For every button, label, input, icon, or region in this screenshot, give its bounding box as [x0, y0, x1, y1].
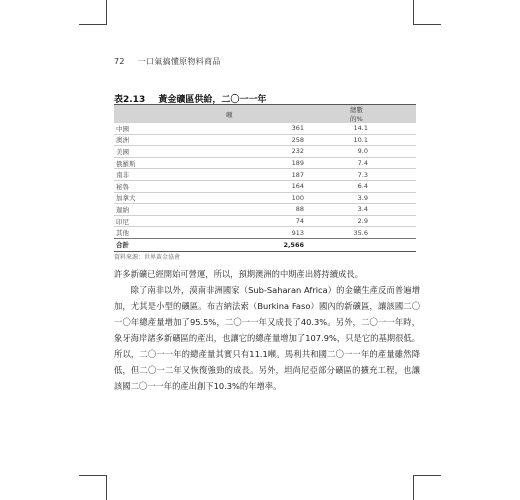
paragraph: 除了南非以外，漠南非洲國家（Sub-Saharan Africa）的金礦生產反而普遍增加，尤其是小型的礦區。布吉納法索（Burkina Faso）國內的新礦區，讓該國二〇一〇年總產量增加了95.5%，二〇一一年又成長了40.3%。另外，二〇一一年時，象牙海岸諸多新礦區的產出，也讓它的總產量增加了107.9%，只是它的基期很低。所以，二〇一一年的總產量其實只有11.1噸。馬利共和國二〇一一年的產量雖然降低，但二〇一二年又恢復強勁的成長。另外，坦尚尼亞部分礦區的擴充工程，也讓該國二〇一一年的產出創下10.3%的年增率。	[114, 285, 420, 391]
table-number: 表2.13	[114, 95, 146, 105]
body-text	[114, 266, 420, 394]
percent-cell: 14.1	[353, 124, 368, 133]
total-percent-cell	[350, 238, 416, 251]
crop-mark	[106, 0, 107, 24]
region-cell: 迦納	[116, 205, 129, 214]
tons-cell: 74	[295, 217, 304, 226]
percent-cell: 10.1	[353, 135, 368, 144]
table-source-note: 資料來源：世界黃金協會	[114, 254, 181, 261]
tons-cell: 187	[291, 170, 304, 179]
total-label-cell: 合計	[116, 241, 129, 250]
crop-mark	[106, 476, 107, 500]
percent-cell: 35.6	[353, 228, 368, 237]
gold-supply-table	[114, 104, 416, 252]
column-header	[114, 105, 226, 124]
region-cell: 俄羅斯	[116, 159, 136, 168]
percent-cell: 3.4	[357, 205, 368, 214]
region-cell: 加拿大	[116, 194, 136, 203]
running-title: 一口氣搞懂原物料商品	[137, 57, 221, 66]
crop-mark	[413, 476, 414, 500]
paragraph: 許多新礦已經開始可營運，所以，預期澳洲的中期產出將持續成長。	[114, 269, 363, 279]
percent-cell: 7.3	[357, 170, 368, 179]
table-row	[114, 134, 416, 146]
region-cell: 秘魯	[116, 182, 129, 191]
crop-mark	[413, 475, 441, 476]
percent-cell: 9.0	[357, 147, 368, 156]
region-cell: 中國	[116, 124, 129, 133]
region-cell: 澳洲	[116, 136, 129, 145]
tons-cell: 232	[291, 147, 304, 156]
page-number: 72	[114, 57, 125, 66]
table-row	[114, 192, 416, 204]
region-cell: 美國	[116, 147, 129, 156]
table-row	[114, 180, 416, 192]
table-row	[114, 204, 416, 216]
tons-cell: 100	[291, 193, 304, 202]
tons-cell: 258	[291, 135, 304, 144]
table-total-row	[114, 238, 416, 251]
region-cell: 南非	[116, 171, 129, 180]
tons-cell: 164	[291, 182, 304, 191]
table-row	[114, 157, 416, 169]
table-caption: 黃金礦區供給，二〇一一年	[158, 95, 267, 105]
percent-cell: 3.9	[357, 193, 368, 202]
table-row	[114, 169, 416, 181]
percent-cell: 6.4	[357, 182, 368, 191]
tons-cell: 913	[291, 228, 304, 237]
table-row	[114, 227, 416, 239]
region-cell: 其他	[116, 229, 129, 238]
running-header	[114, 56, 221, 67]
table-header-row	[114, 105, 416, 124]
table-row	[114, 215, 416, 227]
table-row	[114, 146, 416, 158]
region-cell: 印尼	[116, 217, 129, 226]
table-row	[114, 123, 416, 134]
percent-cell: 2.9	[357, 217, 368, 226]
tons-cell: 189	[291, 159, 304, 168]
total-tons-cell: 2,566	[283, 240, 304, 249]
crop-mark	[413, 0, 414, 24]
crop-mark	[79, 24, 107, 25]
crop-mark	[79, 475, 107, 476]
tons-cell: 361	[291, 124, 304, 133]
column-header: 噸	[226, 105, 350, 124]
tons-cell: 88	[295, 205, 304, 214]
column-header: 總數的%	[350, 105, 416, 124]
crop-mark	[413, 24, 441, 25]
percent-cell: 7.4	[357, 159, 368, 168]
